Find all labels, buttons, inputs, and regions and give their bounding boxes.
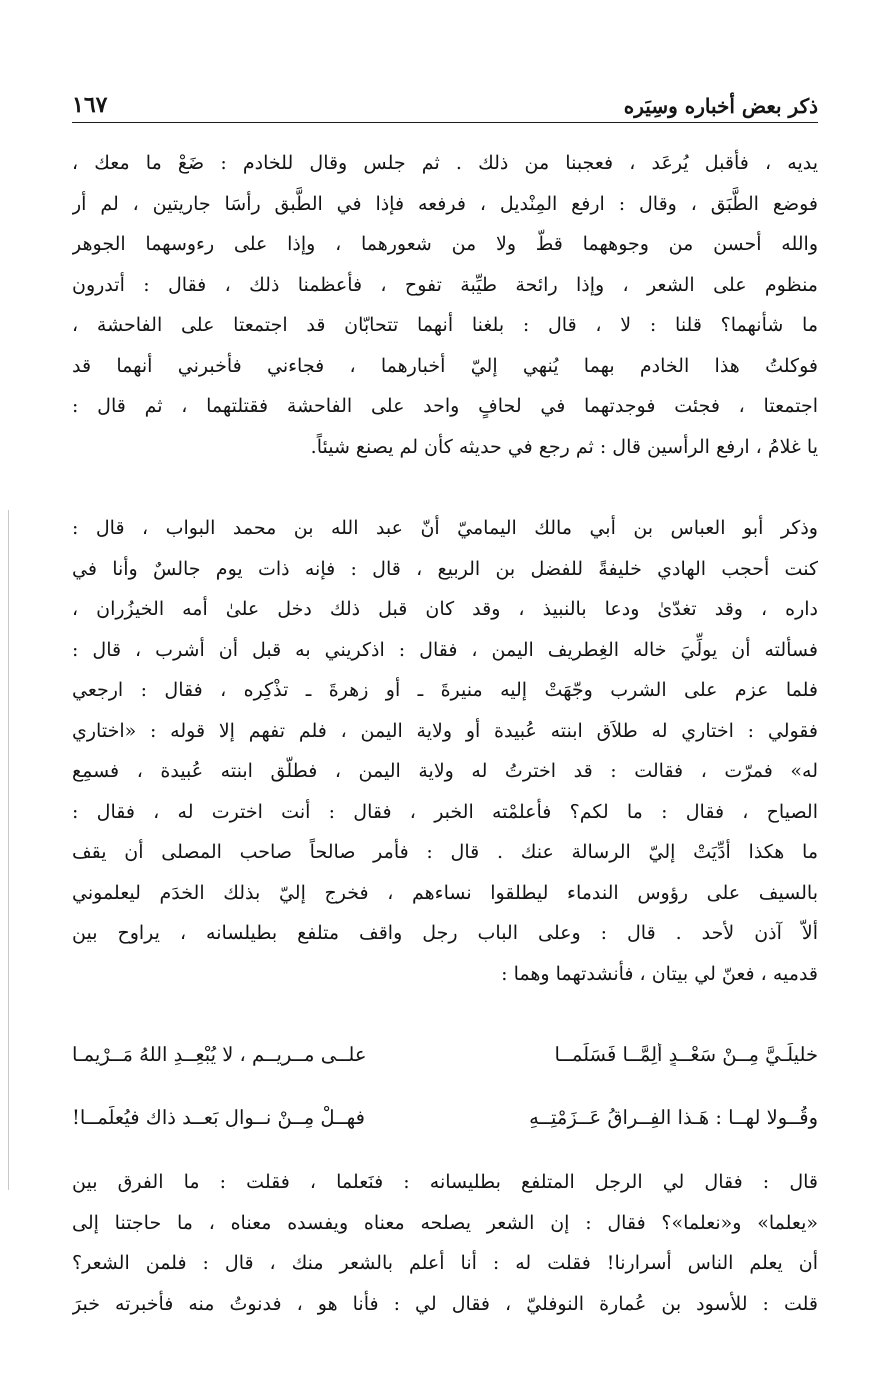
text-line: فوكلتُ هذا الخادم بهما يُنهي إليّ أخبارهما ، فجاءني فأخبرني أنهما قد [72,354,818,377]
text-line: «يعلما» و«نعلما»؟ فقال : إن الشعر يصلحه معناه ويفسده معناه ، ما حاجتنا إلى [72,1211,818,1234]
text-line: يا غلامُ ، ارفع الرأسين قال : ثم رجع في حديثه كأن لم يصنع شيئاً. [310,435,818,458]
text-line: داره ، وقد تغدّىٰ ودعا بالنبيذ ، وقد كان قبل ذلك دخل علىٰ أمه الخيزُران ، [72,598,818,620]
scan-edge-line [8,510,9,1190]
running-title: ذكر بعض أخباره وسِيَره [623,94,818,118]
text-line: أن يعلم الناس أسرارنا! فقلت له : أنا أعلم بالشعر منك ، قال : فلمن الشعر؟ [72,1252,818,1274]
verse-first-hemistich: وقُــولا لهــا : هَـذا الفِــراقُ عَــزَمْتِــهِ [529,1105,818,1129]
text-line: قلت : للأسود بن عُمارة النوفليّ ، فقال لي : فأنا هو ، فدنوتُ منه فأخبرته خبرَ [72,1292,818,1315]
poem-verse [72,1095,818,1139]
text-line: ما هكذا أدِّيَتْ إليّ الرسالة عنك . قال : فأمر صالحاً صاحب المصلى أن يقف [72,841,818,863]
text-line: قدميه ، فعنّ لي بيتان ، فأنشدتهما وهما : [501,962,818,985]
page-header [72,82,818,123]
text-line: فوضع الطَّبَق ، وقال : ارفع المِنْديل ، فرفعه فإذا في الطَّبق رأسَا جاريتين ، لم أر [72,192,818,215]
text-line: الصياح ، فقال : ما لكم؟ فأعلمْته الخبر ، فقال : أنت اخترت له ، فقال : [72,800,818,823]
text-line: فسألته أن يولِّيَ خاله الغِطريف اليمن ، فقال : اذكريني به قبل أن أشرب ، قال : [72,638,818,661]
text-line: ألاّ آذن لأحد . قال : وعلى الباب رجل واقف متلفع بطيلسانه ، يراوح بين [72,922,818,944]
text-line: بالسيف على رؤوس الندماء ليطلقوا نساءهم ، فخرج إليّ بذلك الخدَم ليعلموني [72,881,818,904]
text-line: قال : فقال لي الرجل المتلفع بطليسانه : فنَعلما ، فقلت : ما الفرق بين [72,1171,818,1193]
paragraph-3 [72,1162,818,1324]
paragraph-1 [72,143,818,467]
text-line: اجتمعتا ، فجئت فوجدتهما في لحافٍ واحد على الفاحشة فقتلتهما ، ثم قال : [72,395,818,417]
verse-second-hemistich: فهــلْ مِــنْ نــوالٍ بَعــد ذاك فيُعلَمــا! [72,1105,365,1129]
text-line: ما شأنهما؟ قلنا : لا ، قال : بلغنا أنهما تتحابّان قد اجتمعتا على الفاحشة ، [72,314,818,336]
verse-first-hemistich: خليلَـيَّ مِــنْ سَعْــدٍ أَلِمَّــا فَسَلِّمــا [554,1042,818,1066]
text-line: منظوم على الشعر ، وإذا رائحة طيِّبة تفوح ، فأعظمنا ذلك ، فقال : أتدرون [72,273,818,296]
text-line: له» فمرّت ، فقالت : قد اخترتُ له ولاية اليمن ، فطلّق ابنته عُبيدة ، فسمِع [72,760,818,782]
paragraph-2 [72,508,818,994]
text-line: والله أحسن من وجوههما قطّ ولا من شعورهما ، وإذا على رءوسهما الجوهر [72,233,818,255]
text-line: فلما عزم على الشرب وجّهَتْ إليه منيرةَ ـ أو زهرةَ ـ تذْكِره ، فقال : ارجعي [72,679,818,701]
poem-verse [72,1032,818,1076]
text-line: يديه ، فأقبل يُرعَد ، فعجبنا من ذلك . ثم جلس وقال للخادم : ضَعْ ما معك ، [72,152,818,174]
verse-second-hemistich: علــى مــريــمٍ ، لا يُبْعِــدِ اللهُ مَــرْيمـا [72,1042,367,1066]
text-line: كنت أحجب الهادي خليفةً للفضل بن الربيع ، قال : فإنه ذات يوم جالسٌ وأنا في [72,557,818,580]
text-line: فقولي : اختاري له طلاَق ابنته عُبيدة أو ولاية اليمن ، فلم تفهم إلا قوله : «اختاري [72,719,818,742]
page-number: ١٦٧ [72,92,108,118]
text-line: وذكر أبو العباس بن أبي مالك اليماميّ أنّ عبد الله بن محمد البواب ، قال : [72,517,818,539]
